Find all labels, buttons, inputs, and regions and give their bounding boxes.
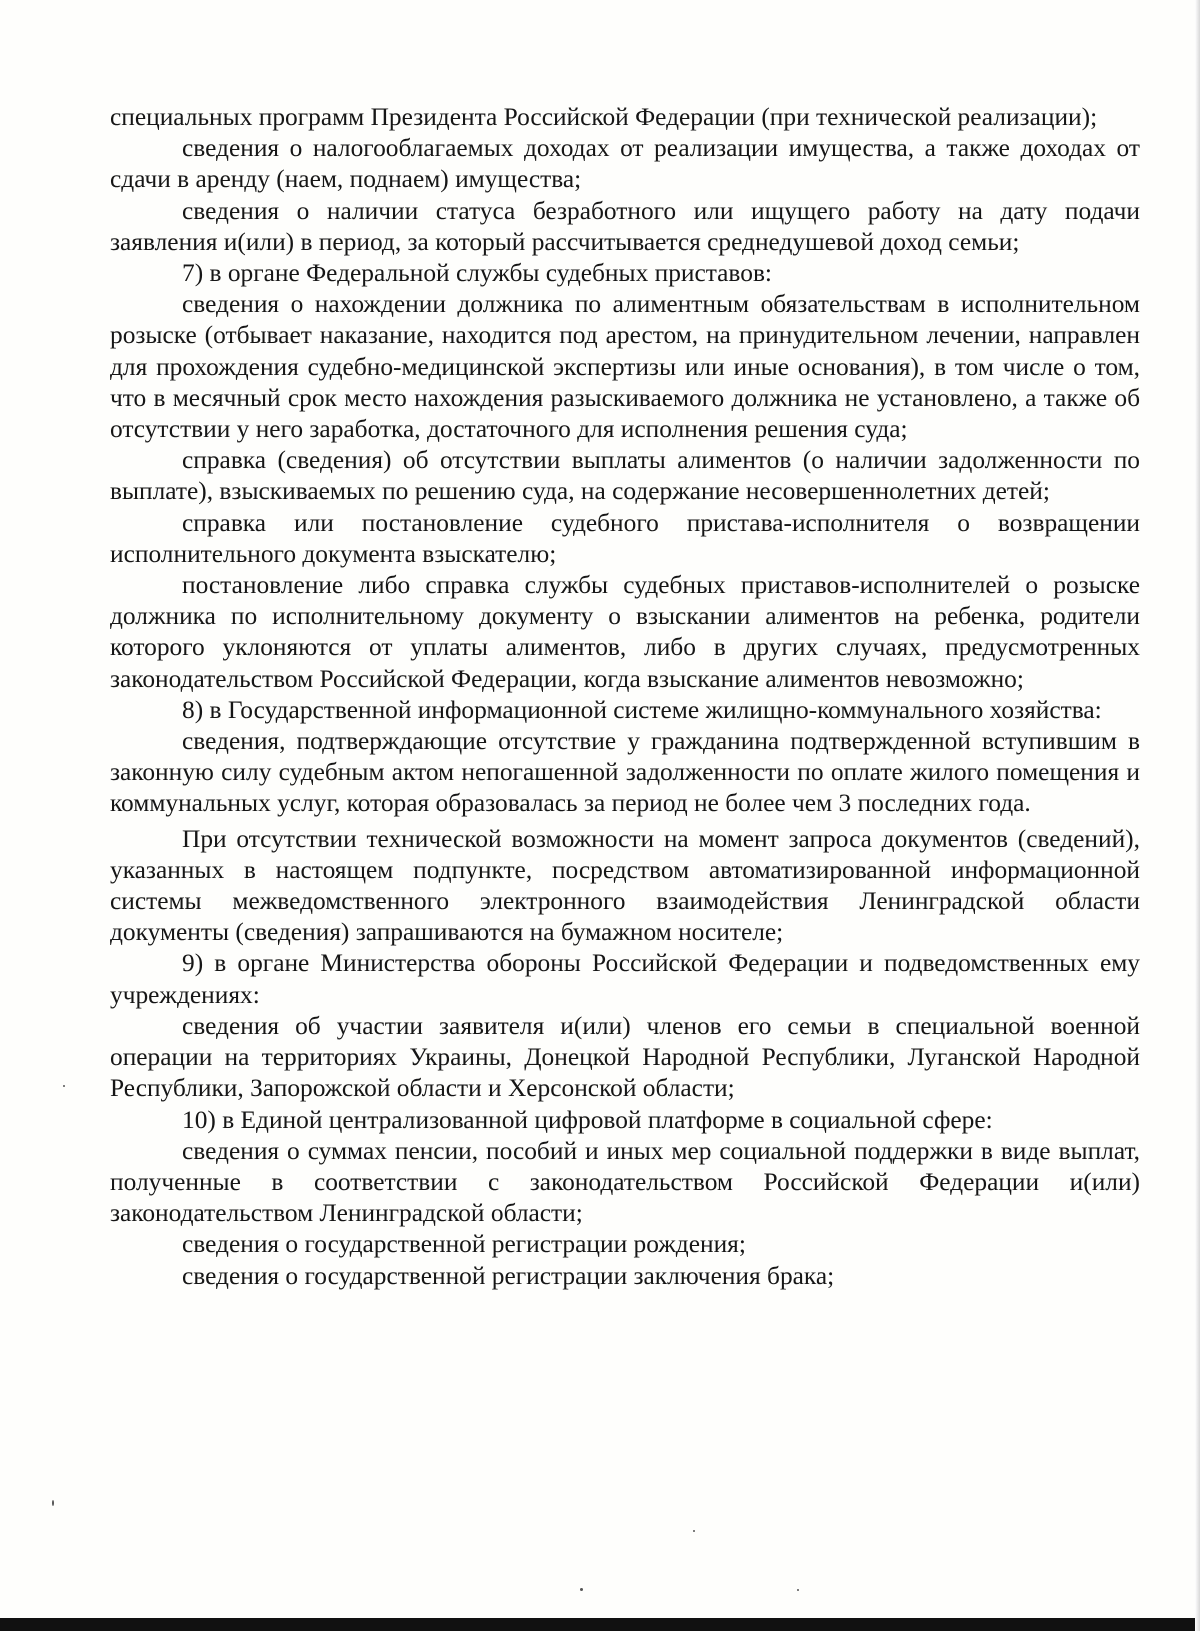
scan-speck [580,1588,583,1591]
scan-right-edge [1195,0,1200,1631]
scan-speck [63,1085,65,1087]
scan-bottom-edge [0,1618,1200,1631]
paragraph: сведения о суммах пенсии, пособий и иных мер социальной поддержки в виде выплат, полученные в соответствии с законодательством Российской Федерации и(или) законодательством Ленинградской области; [110,1136,1140,1228]
scan-speck [797,1589,799,1591]
paragraph: 7) в органе Федеральной службы судебных приставов: [182,259,772,288]
paragraph: 9) в органе Министерства обороны Российской Федерации и подведомственных ему учреждениях: [110,949,1140,1009]
paragraph: При отсутствии технической возможности на момент запроса документов (сведений), указанных в настоящем подпункте, посредством автоматизированной информационной системы межведомственного электронного взаимодействия Ленинградской области документы (сведения) запрашиваются на бумажном носителе; [110,824,1140,947]
paragraph: сведения, подтверждающие отсутствие у гражданина подтвержденной вступившим в законную силу судебным актом непогашенной задолженности по оплате жилого помещения и коммунальных услуг, которая образовалась за период не более чем 3 последних года. [110,727,1140,818]
paragraph: 10) в Единой централизованной цифровой платформе в социальной сфере: [182,1105,993,1134]
document-body [110,102,1140,1292]
scan-speck [693,1530,695,1532]
paragraph: специальных программ Президента Российской Федерации (при технической реализации); [110,103,1098,131]
paragraph: 8) в Государственной информационной системе жилищно-коммунального хозяйства: [182,695,1102,724]
paragraph: справка или постановление судебного пристава-исполнителя о возвращении исполнительного документа взыскателю; [110,508,1140,568]
paragraph: постановление либо справка службы судебных приставов-исполнителей о розыске должника по исполнительному документу о взыскании алиментов на ребенка, родители которого уклоняются от уплаты алиментов, либо в других случаях, предусмотренных законодательством Российской Федерации, когда взыскание алиментов невозможно; [110,571,1140,693]
paragraph: сведения о государственной регистрации заключения брака; [182,1261,835,1290]
paragraph: сведения о наличии статуса безработного или ищущего работу на дату подачи заявления и(или) в период, за который рассчитывается среднедушевой доход семьи; [110,196,1140,256]
paragraph: сведения об участии заявителя и(или) членов его семьи в специальной военной операции на территориях Украины, Донецкой Народной Республики, Луганской Народной Республики, Запорожской области и Херсонской области; [110,1011,1140,1103]
paragraph: справка (сведения) об отсутствии выплаты алиментов (о наличии задолженности по выплате), взыскиваемых по решению суда, на содержание несовершеннолетних детей; [110,446,1140,506]
scan-speck [52,1500,54,1506]
paragraph: сведения о государственной регистрации рождения; [182,1230,746,1259]
paragraph: сведения о нахождении должника по алиментным обязательствам в исполнительном розыске (отбывает наказание, находится под арестом, на принудительном лечении, направлен для прохождения судебно-медицинской экспертизы или иные основания), в том числе о том, что в месячный срок место нахождения разыскиваемого должника не установлено, а также об отсутствии у него заработка, достаточного для исполнения решения суда; [110,290,1140,444]
paragraph: сведения о налогооблагаемых доходах от реализации имущества, а также доходах от сдачи в аренду (наем, поднаем) имущества; [110,134,1140,194]
